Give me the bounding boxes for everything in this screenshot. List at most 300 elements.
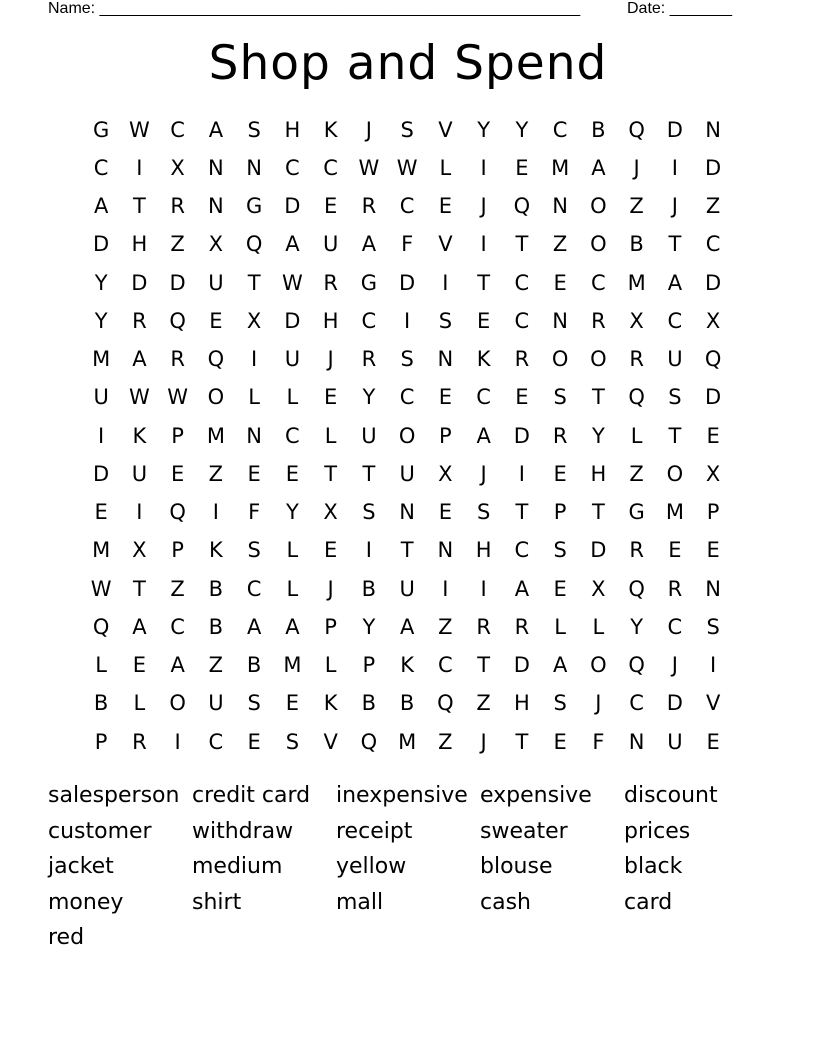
grid-cell: U: [93, 385, 109, 410]
grid-cell: Y: [285, 500, 299, 525]
grid-cell: N: [208, 194, 224, 219]
grid-cell: N: [705, 576, 721, 601]
grid-cell: Z: [629, 194, 644, 219]
grid-cell: Q: [513, 194, 531, 219]
grid-cell: I: [480, 232, 487, 257]
grid-cell: L: [439, 155, 452, 180]
grid-cell: I: [671, 155, 678, 180]
grid-cell: N: [437, 538, 454, 563]
grid-cell: W: [128, 117, 150, 142]
grid-cell: Q: [628, 653, 645, 678]
grid-cell: B: [361, 691, 377, 716]
grid-cell: H: [131, 232, 148, 257]
grid-cell: E: [706, 729, 720, 754]
grid-cell: Q: [628, 576, 645, 601]
grid-cell: P: [171, 538, 184, 563]
grid-cell: L: [248, 385, 260, 410]
grid-cell: J: [633, 155, 640, 180]
grid-cell: D: [666, 117, 683, 142]
grid-cell: Z: [705, 194, 721, 219]
grid-cell: Q: [169, 500, 186, 525]
grid-cell: D: [705, 270, 722, 295]
grid-cell: S: [362, 500, 376, 525]
grid-cell: E: [209, 308, 223, 333]
grid-cell: L: [630, 423, 643, 448]
grid-cell: Z: [170, 576, 185, 601]
grid-cell: D: [666, 691, 683, 716]
grid-cell: I: [98, 423, 105, 448]
grid-cell: X: [323, 500, 338, 525]
grid-cell: R: [629, 347, 644, 372]
grid-cell: Q: [92, 614, 110, 639]
grid-cell: O: [590, 232, 607, 257]
word-list-item: black: [624, 854, 683, 880]
grid-cell: R: [514, 347, 530, 372]
grid-cell: A: [132, 347, 147, 372]
grid-cell: I: [710, 653, 717, 678]
grid-cell: Z: [476, 691, 491, 716]
grid-cell: I: [442, 576, 449, 601]
grid-cell: E: [323, 194, 338, 219]
grid-cell: J: [480, 461, 487, 486]
grid-cell: C: [667, 308, 683, 333]
grid-cell: Z: [208, 653, 224, 678]
grid-cell: X: [246, 308, 262, 333]
word-list-item: red: [48, 925, 85, 951]
grid-cell: E: [323, 538, 338, 563]
grid-cell: Q: [704, 347, 722, 372]
grid-cell: R: [323, 270, 338, 295]
header-line: [48, 0, 748, 20]
grid-cell: U: [208, 691, 224, 716]
grid-cell: A: [361, 232, 377, 257]
grid-cell: A: [208, 117, 224, 142]
grid-cell: J: [671, 653, 678, 678]
grid-cell: B: [629, 232, 644, 257]
grid-cell: B: [399, 691, 415, 716]
grid-cell: H: [284, 117, 301, 142]
grid-cell: K: [323, 117, 338, 142]
grid-cell: T: [477, 653, 491, 678]
grid-cell: A: [246, 614, 262, 639]
grid-cell: L: [554, 614, 566, 639]
grid-cell: N: [552, 308, 568, 333]
grid-cell: N: [437, 347, 454, 372]
grid-cell: O: [398, 423, 416, 448]
grid-cell: A: [667, 270, 683, 295]
grid-cell: C: [514, 270, 530, 295]
word-list-item: withdraw: [192, 818, 294, 844]
grid-cell: C: [399, 194, 415, 219]
grid-cell: E: [668, 538, 682, 563]
word-list: [48, 778, 768, 956]
grid-cell: U: [284, 347, 301, 372]
grid-cell: C: [170, 614, 185, 639]
grid-cell: T: [247, 270, 261, 295]
word-list-item: card: [624, 889, 673, 915]
grid-cell: N: [552, 194, 568, 219]
grid-cell: T: [400, 538, 414, 563]
grid-cell: M: [283, 653, 302, 678]
grid-cell: K: [208, 538, 223, 563]
grid-cell: I: [365, 538, 372, 563]
grid-cell: N: [705, 117, 721, 142]
grid-cell: I: [136, 155, 143, 180]
word-list-item: jacket: [48, 854, 114, 880]
grid-cell: D: [705, 385, 722, 410]
grid-cell: I: [251, 347, 258, 372]
grid-cell: J: [480, 729, 487, 754]
grid-cell: E: [553, 270, 567, 295]
grid-cell: E: [553, 729, 567, 754]
name-field-label: Name: ______________________________________________________: [48, 0, 581, 17]
grid-cell: F: [248, 500, 261, 525]
grid-cell: T: [515, 232, 529, 257]
word-list-item: inexpensive: [336, 783, 468, 808]
grid-cell: E: [706, 423, 720, 448]
grid-cell: S: [553, 385, 567, 410]
grid-cell: O: [169, 691, 186, 716]
grid-cell: X: [591, 576, 606, 601]
grid-cell: X: [132, 538, 147, 563]
grid-cell: M: [92, 538, 111, 563]
grid-cell: X: [208, 232, 224, 257]
grid-cell: C: [438, 653, 453, 678]
grid-cell: R: [361, 347, 377, 372]
grid-cell: V: [438, 117, 453, 142]
grid-cell: E: [132, 653, 147, 678]
grid-cell: O: [207, 385, 225, 410]
grid-cell: E: [438, 194, 453, 219]
grid-cell: H: [475, 538, 492, 563]
grid-cell: M: [92, 347, 111, 372]
grid-cell: Y: [362, 385, 376, 410]
grid-cell: X: [629, 308, 644, 333]
grid-cell: Y: [94, 308, 108, 333]
grid-cell: U: [399, 461, 415, 486]
grid-cell: R: [591, 308, 606, 333]
grid-cell: W: [358, 155, 380, 180]
grid-cell: N: [399, 500, 415, 525]
word-list-item: salesperson: [48, 783, 180, 808]
grid-cell: J: [327, 347, 334, 372]
grid-cell: S: [247, 117, 261, 142]
grid-cell: B: [208, 576, 224, 601]
grid-cell: D: [513, 423, 530, 448]
grid-cell: R: [476, 614, 491, 639]
grid-cell: E: [476, 308, 491, 333]
grid-cell: H: [322, 308, 339, 333]
word-list-item: cash: [480, 889, 531, 915]
grid-cell: C: [476, 385, 491, 410]
grid-cell: C: [285, 155, 300, 180]
grid-cell: T: [132, 576, 146, 601]
grid-cell: Y: [477, 117, 491, 142]
grid-cell: H: [513, 691, 530, 716]
grid-cell: E: [247, 729, 261, 754]
grid-cell: T: [591, 385, 605, 410]
grid-cell: O: [590, 653, 607, 678]
grid-cell: L: [324, 423, 337, 448]
grid-cell: Q: [245, 232, 263, 257]
grid-cell: A: [132, 614, 147, 639]
grid-cell: I: [136, 500, 143, 525]
grid-cell: K: [476, 347, 491, 372]
grid-cell: S: [400, 347, 414, 372]
grid-cell: T: [668, 232, 682, 257]
grid-cell: O: [590, 347, 607, 372]
grid-cell: A: [591, 155, 606, 180]
grid-cell: C: [629, 691, 644, 716]
grid-cell: W: [90, 576, 112, 601]
grid-cell: V: [323, 729, 338, 754]
grid-cell: M: [398, 729, 417, 754]
grid-cell: G: [245, 194, 263, 219]
grid-cell: X: [705, 461, 721, 486]
grid-cell: U: [361, 423, 377, 448]
word-list-item: receipt: [336, 818, 413, 844]
grid-cell: E: [247, 461, 261, 486]
grid-cell: N: [246, 155, 262, 180]
word-list-item: money: [48, 889, 124, 915]
grid-cell: T: [324, 461, 338, 486]
grid-cell: S: [285, 729, 300, 754]
grid-cell: V: [438, 232, 453, 257]
grid-cell: D: [399, 270, 416, 295]
grid-cell: T: [515, 500, 529, 525]
grid-cell: Q: [207, 347, 225, 372]
grid-cell: M: [627, 270, 646, 295]
grid-cell: S: [438, 308, 453, 333]
grid-cell: P: [706, 500, 720, 525]
grid-cell: F: [592, 729, 605, 754]
grid-cell: T: [362, 461, 376, 486]
grid-cell: A: [93, 194, 109, 219]
word-list-item: mall: [336, 889, 384, 915]
grid-cell: C: [285, 423, 300, 448]
grid-cell: L: [286, 385, 299, 410]
letter-grid: [82, 111, 732, 761]
word-list-item: sweater: [480, 818, 568, 844]
grid-cell: Y: [591, 423, 605, 448]
grid-cell: D: [705, 155, 722, 180]
grid-cell: X: [705, 308, 721, 333]
grid-cell: E: [706, 538, 720, 563]
grid-cell: S: [706, 614, 720, 639]
grid-cell: H: [590, 461, 607, 486]
grid-cell: V: [705, 691, 721, 716]
grid-cell: Z: [552, 232, 568, 257]
grid-cell: R: [132, 308, 147, 333]
grid-cell: C: [705, 232, 721, 257]
grid-cell: C: [514, 538, 530, 563]
grid-cell: A: [476, 423, 491, 448]
grid-cell: C: [208, 729, 224, 754]
grid-cell: D: [93, 232, 110, 257]
grid-cell: Y: [94, 270, 108, 295]
grid-cell: R: [552, 423, 568, 448]
grid-cell: S: [247, 691, 261, 716]
grid-cell: B: [591, 117, 606, 142]
grid-cell: W: [128, 385, 150, 410]
grid-cell: E: [515, 155, 529, 180]
grid-cell: W: [281, 270, 303, 295]
grid-cell: S: [247, 538, 261, 563]
grid-cell: I: [404, 308, 411, 333]
grid-cell: K: [132, 423, 147, 448]
grid-cell: W: [167, 385, 188, 410]
grid-cell: Q: [360, 729, 378, 754]
grid-cell: Y: [630, 614, 644, 639]
grid-cell: B: [246, 653, 262, 678]
grid-cell: I: [442, 270, 449, 295]
grid-cell: R: [629, 538, 644, 563]
grid-cell: S: [476, 500, 491, 525]
word-list-item: medium: [192, 854, 283, 880]
word-list-item: expensive: [480, 783, 592, 808]
grid-cell: B: [93, 691, 109, 716]
grid-cell: B: [361, 576, 377, 601]
grid-cell: E: [553, 461, 567, 486]
grid-cell: C: [399, 385, 415, 410]
grid-cell: D: [513, 653, 530, 678]
grid-cell: E: [323, 385, 338, 410]
grid-cell: S: [400, 117, 414, 142]
grid-cell: E: [285, 691, 300, 716]
grid-cell: E: [438, 385, 453, 410]
grid-cell: Z: [170, 232, 185, 257]
grid-cell: C: [591, 270, 606, 295]
grid-cell: N: [628, 729, 645, 754]
page-title: Shop and Spend: [208, 36, 608, 91]
grid-cell: L: [95, 653, 107, 678]
grid-cell: C: [514, 308, 530, 333]
grid-cell: D: [131, 270, 148, 295]
grid-cell: E: [94, 500, 108, 525]
grid-cell: S: [668, 385, 682, 410]
grid-cell: Z: [629, 461, 644, 486]
grid-cell: K: [400, 653, 415, 678]
grid-cell: P: [171, 423, 184, 448]
grid-cell: E: [285, 461, 300, 486]
grid-cell: I: [174, 729, 181, 754]
grid-cell: O: [551, 347, 569, 372]
grid-cell: S: [553, 691, 567, 716]
grid-cell: Z: [438, 729, 453, 754]
grid-cell: L: [133, 691, 146, 716]
grid-cell: L: [592, 614, 605, 639]
grid-cell: P: [324, 614, 337, 639]
grid-cell: A: [285, 614, 300, 639]
grid-cell: R: [170, 347, 185, 372]
date-field-label: Date: _______: [627, 0, 732, 17]
grid-cell: M: [665, 500, 684, 525]
grid-cell: Q: [628, 385, 645, 410]
grid-cell: L: [286, 538, 299, 563]
grid-cell: J: [671, 194, 678, 219]
grid-cell: Q: [628, 117, 645, 142]
grid-cell: P: [439, 423, 452, 448]
grid-cell: P: [94, 729, 108, 754]
grid-cell: E: [515, 385, 529, 410]
word-list-item: blouse: [480, 854, 553, 880]
grid-cell: Z: [208, 461, 224, 486]
word-list-item: shirt: [192, 889, 242, 915]
grid-cell: O: [590, 194, 607, 219]
grid-cell: A: [514, 576, 530, 601]
grid-cell: N: [208, 155, 224, 180]
grid-cell: C: [323, 155, 338, 180]
grid-cell: R: [170, 194, 185, 219]
grid-cell: R: [514, 614, 530, 639]
grid-cell: J: [595, 691, 602, 716]
word-list-item: credit card: [192, 783, 311, 808]
grid-cell: D: [284, 194, 301, 219]
grid-cell: C: [93, 155, 109, 180]
word-list-item: discount: [624, 783, 718, 808]
grid-cell: T: [591, 500, 605, 525]
grid-cell: Z: [438, 614, 453, 639]
grid-cell: T: [132, 194, 146, 219]
grid-cell: M: [206, 423, 225, 448]
grid-cell: U: [131, 461, 148, 486]
grid-cell: G: [628, 500, 645, 525]
grid-cell: J: [327, 576, 334, 601]
grid-cell: P: [362, 653, 376, 678]
grid-cell: U: [208, 270, 224, 295]
grid-cell: E: [438, 500, 453, 525]
grid-cell: N: [246, 423, 262, 448]
grid-cell: R: [132, 729, 147, 754]
grid-cell: G: [92, 117, 110, 142]
grid-cell: R: [361, 194, 377, 219]
grid-cell: I: [480, 576, 487, 601]
grid-cell: X: [170, 155, 185, 180]
grid-cell: W: [396, 155, 418, 180]
grid-cell: E: [553, 576, 567, 601]
grid-cell: G: [360, 270, 378, 295]
grid-cell: X: [438, 461, 453, 486]
grid-cell: A: [285, 232, 300, 257]
grid-cell: U: [667, 729, 683, 754]
grid-cell: U: [667, 347, 683, 372]
grid-cell: J: [480, 194, 487, 219]
grid-cell: Y: [515, 117, 529, 142]
grid-cell: M: [551, 155, 570, 180]
grid-cell: T: [515, 729, 529, 754]
grid-cell: P: [553, 500, 567, 525]
grid-cell: Y: [362, 614, 376, 639]
grid-cell: J: [365, 117, 372, 142]
grid-cell: Q: [437, 691, 454, 716]
grid-cell: A: [170, 653, 185, 678]
grid-cell: L: [286, 576, 299, 601]
grid-cell: C: [552, 117, 568, 142]
grid-cell: T: [477, 270, 491, 295]
grid-cell: B: [208, 614, 224, 639]
grid-cell: O: [666, 461, 684, 486]
grid-cell: A: [399, 614, 415, 639]
grid-cell: I: [212, 500, 219, 525]
word-list-item: prices: [624, 818, 691, 844]
word-list-item: yellow: [336, 854, 407, 880]
grid-cell: D: [169, 270, 186, 295]
grid-cell: T: [668, 423, 682, 448]
grid-cell: K: [323, 691, 338, 716]
grid-cell: D: [284, 308, 301, 333]
grid-cell: I: [480, 155, 487, 180]
grid-cell: C: [667, 614, 683, 639]
